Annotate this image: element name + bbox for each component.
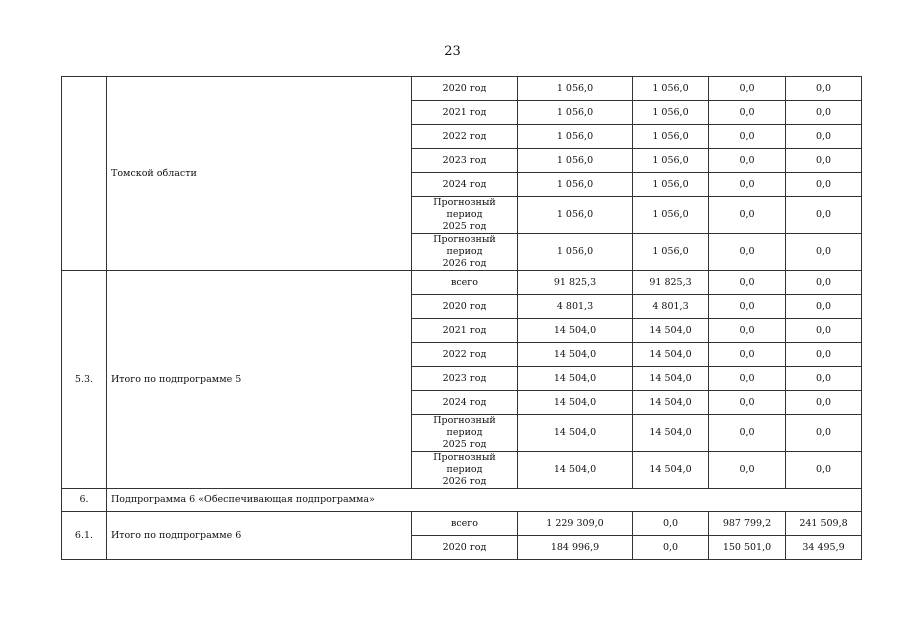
regional-budget-cell: 14 504,0 [633, 319, 709, 343]
period-cell: 2024 год [412, 391, 518, 415]
total-value-cell: 14 504,0 [518, 343, 633, 367]
budget-table [61, 76, 862, 560]
regional-budget-cell: 4 801,3 [633, 295, 709, 319]
regional-budget-cell: 1 056,0 [633, 125, 709, 149]
local-budget-cell: 0,0 [786, 391, 862, 415]
federal-budget-cell: 987 799,2 [709, 512, 786, 536]
federal-budget-cell: 0,0 [709, 197, 786, 234]
period-cell: Прогнозный период 2026 год [412, 452, 518, 489]
regional-budget-cell: 1 056,0 [633, 197, 709, 234]
local-budget-cell: 0,0 [786, 77, 862, 101]
budget-table-body [62, 77, 862, 560]
regional-budget-cell: 14 504,0 [633, 367, 709, 391]
federal-budget-cell: 0,0 [709, 391, 786, 415]
total-value-cell: 91 825,3 [518, 271, 633, 295]
federal-budget-cell: 0,0 [709, 149, 786, 173]
page-number: 23 [444, 44, 461, 59]
item-number: 5.3. [62, 271, 107, 489]
federal-budget-cell: 0,0 [709, 367, 786, 391]
period-cell: 2021 год [412, 101, 518, 125]
federal-budget-cell: 150 501,0 [709, 536, 786, 560]
total-value-cell: 4 801,3 [518, 295, 633, 319]
regional-budget-cell: 14 504,0 [633, 415, 709, 452]
section-number: 6. [62, 489, 107, 512]
regional-budget-cell: 0,0 [633, 536, 709, 560]
regional-budget-cell: 14 504,0 [633, 391, 709, 415]
local-budget-cell: 0,0 [786, 415, 862, 452]
total-value-cell: 14 504,0 [518, 391, 633, 415]
total-value-cell: 14 504,0 [518, 415, 633, 452]
period-cell: 2022 год [412, 343, 518, 367]
local-budget-cell: 0,0 [786, 367, 862, 391]
federal-budget-cell: 0,0 [709, 319, 786, 343]
period-cell: 2020 год [412, 536, 518, 560]
period-cell: всего [412, 271, 518, 295]
local-budget-cell: 241 509,8 [786, 512, 862, 536]
table-row [62, 512, 862, 536]
federal-budget-cell: 0,0 [709, 101, 786, 125]
total-value-cell: 1 056,0 [518, 77, 633, 101]
regional-budget-cell: 91 825,3 [633, 271, 709, 295]
local-budget-cell: 0,0 [786, 234, 862, 271]
period-cell: 2024 год [412, 173, 518, 197]
period-cell: 2020 год [412, 295, 518, 319]
local-budget-cell: 0,0 [786, 319, 862, 343]
total-value-cell: 1 056,0 [518, 197, 633, 234]
total-value-cell: 1 229 309,0 [518, 512, 633, 536]
total-value-cell: 14 504,0 [518, 367, 633, 391]
local-budget-cell: 0,0 [786, 173, 862, 197]
regional-budget-cell: 1 056,0 [633, 77, 709, 101]
federal-budget-cell: 0,0 [709, 271, 786, 295]
period-cell: Прогнозный период 2025 год [412, 197, 518, 234]
local-budget-cell: 0,0 [786, 271, 862, 295]
total-value-cell: 1 056,0 [518, 101, 633, 125]
period-cell: 2021 год [412, 319, 518, 343]
local-budget-cell: 0,0 [786, 101, 862, 125]
item-name: Томской области [107, 77, 412, 271]
table-row [62, 271, 862, 295]
federal-budget-cell: 0,0 [709, 234, 786, 271]
total-value-cell: 14 504,0 [518, 452, 633, 489]
item-name: Итого по подпрограмме 5 [107, 271, 412, 489]
item-number [62, 77, 107, 271]
section-row [62, 489, 862, 512]
total-value-cell: 1 056,0 [518, 149, 633, 173]
item-number: 6.1. [62, 512, 107, 560]
table-row [62, 77, 862, 101]
period-cell: 2023 год [412, 367, 518, 391]
federal-budget-cell: 0,0 [709, 295, 786, 319]
regional-budget-cell: 14 504,0 [633, 343, 709, 367]
period-cell: 2020 год [412, 77, 518, 101]
period-cell: Прогнозный период 2026 год [412, 234, 518, 271]
regional-budget-cell: 1 056,0 [633, 101, 709, 125]
period-cell: 2023 год [412, 149, 518, 173]
local-budget-cell: 0,0 [786, 452, 862, 489]
federal-budget-cell: 0,0 [709, 343, 786, 367]
federal-budget-cell: 0,0 [709, 452, 786, 489]
period-cell: Прогнозный период 2025 год [412, 415, 518, 452]
total-value-cell: 184 996,9 [518, 536, 633, 560]
regional-budget-cell: 1 056,0 [633, 234, 709, 271]
total-value-cell: 1 056,0 [518, 125, 633, 149]
section-title: Подпрограмма 6 «Обеспечивающая подпрограмма» [107, 489, 862, 512]
regional-budget-cell: 0,0 [633, 512, 709, 536]
federal-budget-cell: 0,0 [709, 415, 786, 452]
local-budget-cell: 0,0 [786, 343, 862, 367]
total-value-cell: 1 056,0 [518, 234, 633, 271]
total-value-cell: 14 504,0 [518, 319, 633, 343]
item-name: Итого по подпрограмме 6 [107, 512, 412, 560]
local-budget-cell: 0,0 [786, 149, 862, 173]
federal-budget-cell: 0,0 [709, 77, 786, 101]
period-cell: всего [412, 512, 518, 536]
local-budget-cell: 0,0 [786, 197, 862, 234]
local-budget-cell: 0,0 [786, 125, 862, 149]
regional-budget-cell: 14 504,0 [633, 452, 709, 489]
period-cell: 2022 год [412, 125, 518, 149]
federal-budget-cell: 0,0 [709, 173, 786, 197]
regional-budget-cell: 1 056,0 [633, 173, 709, 197]
regional-budget-cell: 1 056,0 [633, 149, 709, 173]
local-budget-cell: 0,0 [786, 295, 862, 319]
local-budget-cell: 34 495,9 [786, 536, 862, 560]
total-value-cell: 1 056,0 [518, 173, 633, 197]
federal-budget-cell: 0,0 [709, 125, 786, 149]
